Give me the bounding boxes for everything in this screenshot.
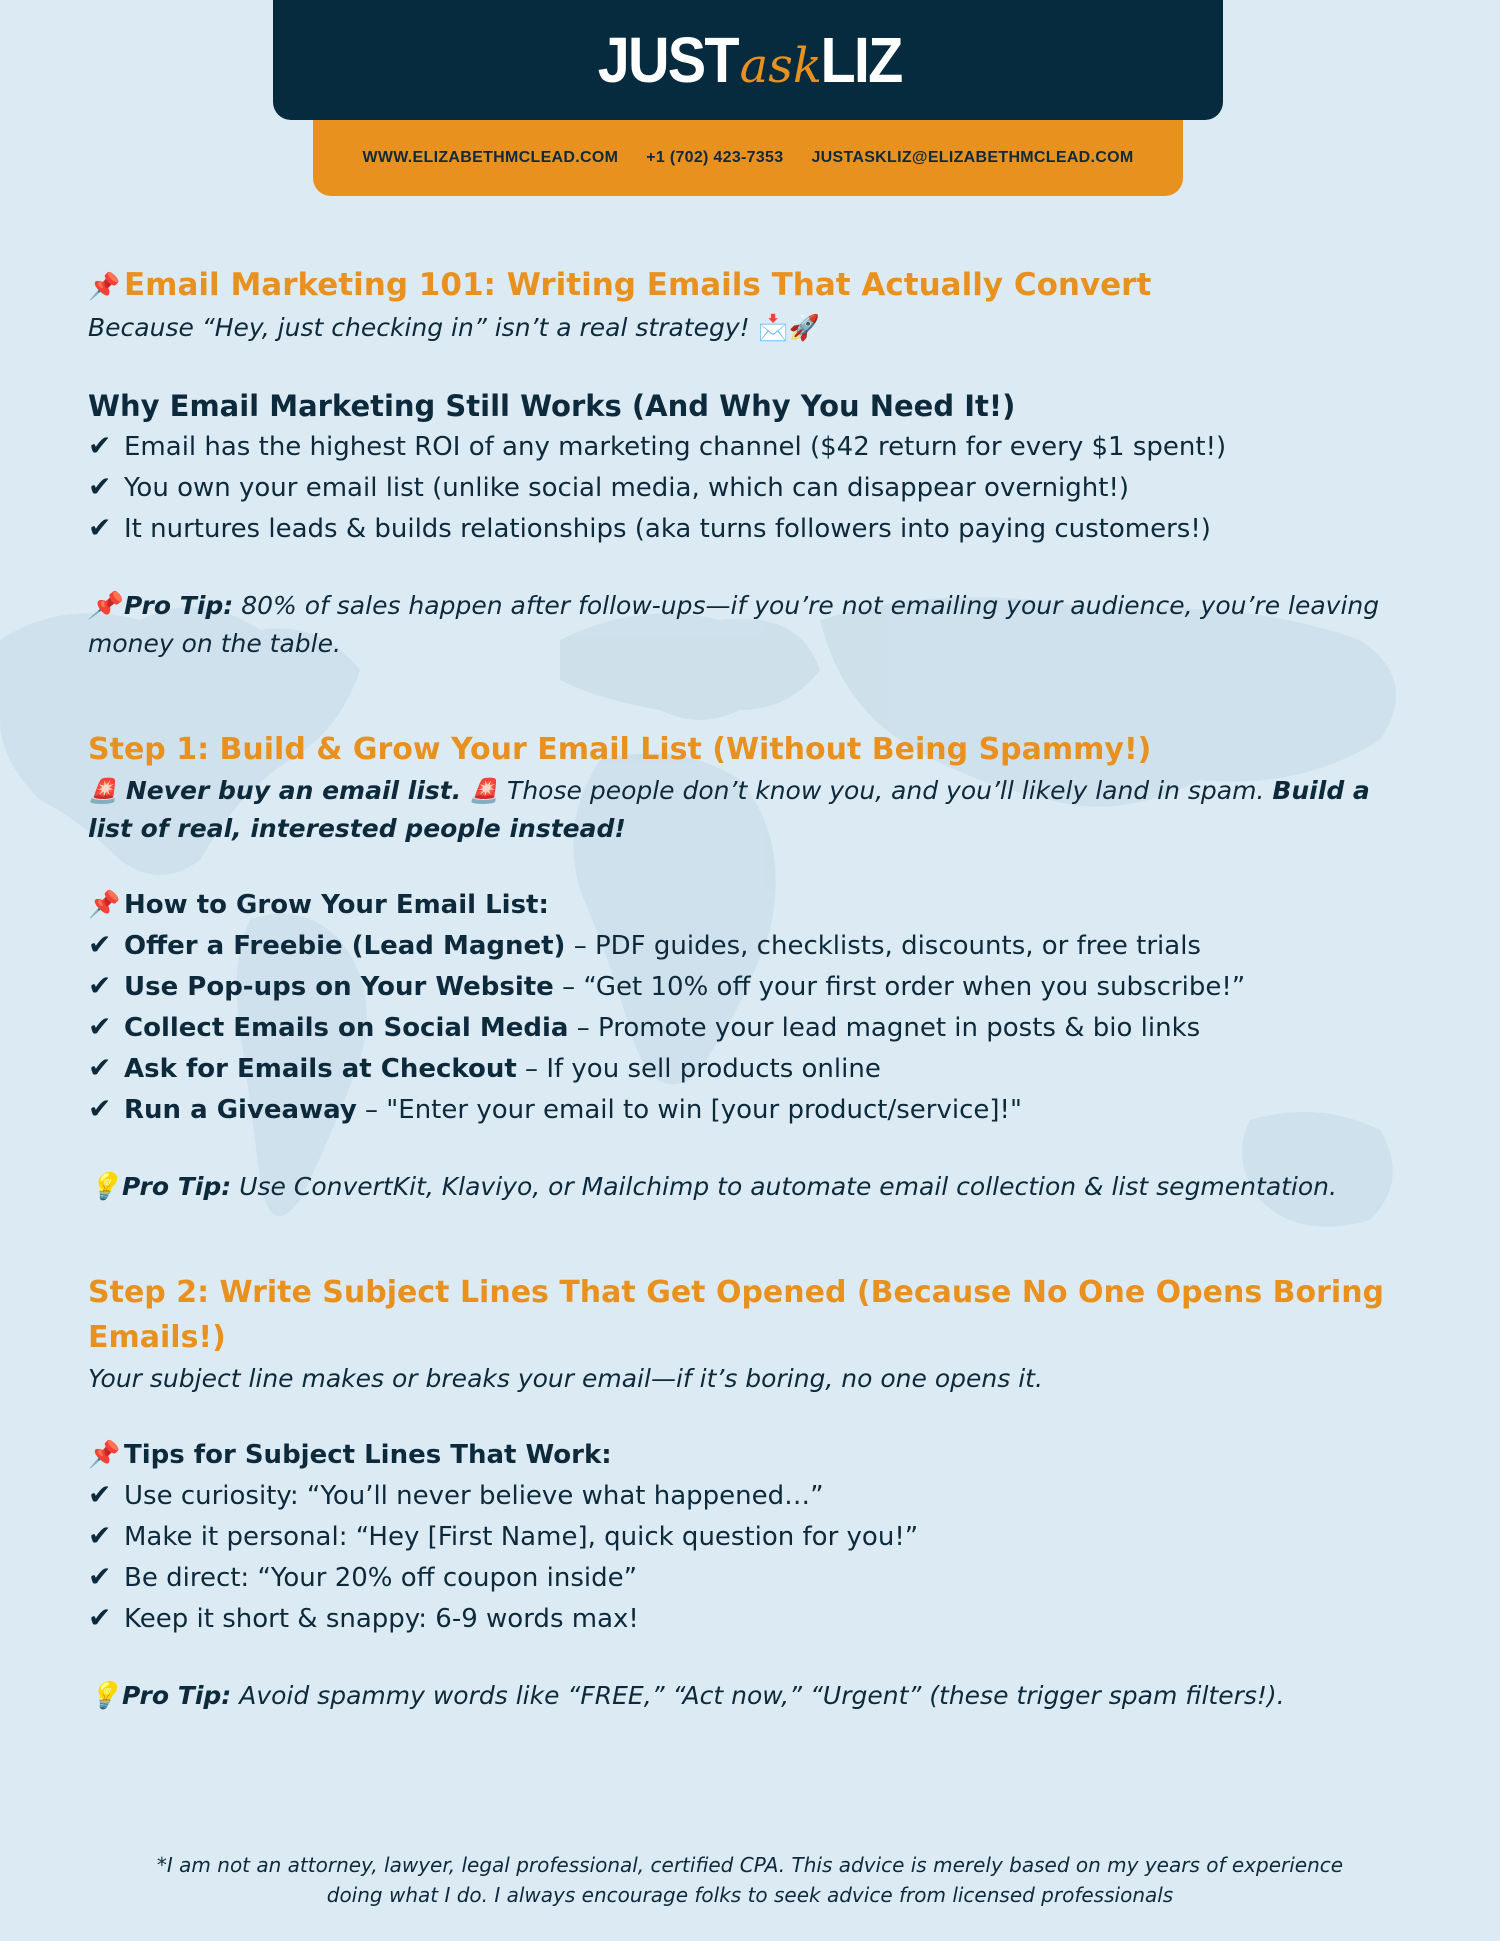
pro-tip: 💡Pro Tip: Avoid spammy words like “FREE,” “Act now,” “Urgent” (these trigger spam filters!).: [88, 1677, 1418, 1715]
logo-liz: LIZ: [820, 24, 902, 96]
just-ask-liz-logo: [590, 23, 906, 97]
list-item: ✔ You own your email list (unlike social media, which can disappear overnight!): [88, 467, 1418, 508]
list-item: ✔ Use Pop-ups on Your Website – “Get 10% off your first order when you subscribe!”: [88, 966, 1418, 1007]
siren-icon: 🚨: [88, 777, 118, 805]
website-link[interactable]: WWW.ELIZABETHMCLEAD.COM: [362, 149, 619, 166]
lightbulb-icon: 💡: [88, 1172, 121, 1202]
checkmark-icon: ✔: [88, 1051, 112, 1084]
step2-intro: Your subject line makes or breaks your email—if it’s boring, no one opens it.: [88, 1364, 1043, 1393]
step1-warning: 🚨 Never buy an email list. 🚨 Those people don’t know you, and you’ll likely land in spam. Build a list of real, interested people instead!: [88, 776, 1370, 843]
email-link[interactable]: JUSTASKLIZ@ELIZABETHMCLEAD.COM: [811, 149, 1134, 166]
phone-number[interactable]: +1 (702) 423-7353: [646, 149, 784, 166]
checkmark-icon: ✔: [88, 1010, 112, 1043]
envelope-icon: 📩: [757, 313, 789, 342]
checkmark-icon: ✔: [88, 511, 112, 544]
page-subtitle: Because “Hey, just checking in” isn’t a real strategy! 📩🚀: [88, 313, 820, 342]
contact-bar: [313, 120, 1183, 196]
list-item: ✔ Collect Emails on Social Media – Promote your lead magnet in posts & bio links: [88, 1007, 1418, 1048]
pushpin-icon: 📌: [88, 272, 121, 302]
page-title: 📌 Email Marketing 101: Writing Emails That Actually Convert: [88, 264, 1418, 308]
pushpin-icon: 📌: [88, 1440, 121, 1470]
logo-ask: ask: [739, 38, 822, 94]
checkmark-icon: ✔: [88, 928, 112, 961]
list-item: ✔ Be direct: “Your 20% off coupon inside”: [88, 1557, 1418, 1598]
list-item: ✔ Email has the highest ROI of any marketing channel ($42 return for every $1 spent!): [88, 426, 1418, 467]
checkmark-icon: ✔: [88, 969, 112, 1002]
list-item: ✔ Ask for Emails at Checkout – If you sell products online: [88, 1048, 1418, 1089]
pro-tip: 💡Pro Tip: Use ConvertKit, Klaviyo, or Mailchimp to automate email collection & list segmentation.: [88, 1168, 1418, 1206]
header-banner: [273, 0, 1223, 120]
list-item: ✔ Offer a Freebie (Lead Magnet) – PDF guides, checklists, discounts, or free trials: [88, 925, 1418, 966]
document-body: [88, 264, 1418, 1715]
step1-list-heading: 📌 How to Grow Your Email List:: [88, 886, 1418, 925]
disclaimer-line-1: *I am not an attorney, lawyer, legal professional, certified CPA. This advice is merely based on my years of experience: [156, 1853, 1344, 1877]
list-item: ✔ Keep it short & snappy: 6-9 words max!: [88, 1598, 1418, 1639]
step2-list-heading: 📌 Tips for Subject Lines That Work:: [88, 1436, 1418, 1475]
step2-heading: Step 2: Write Subject Lines That Get Opened (Because No One Opens Boring Emails!): [88, 1275, 1385, 1355]
logo-just: JUST: [597, 24, 738, 96]
rocket-icon: 🚀: [788, 313, 820, 342]
pro-tip: 📌 Pro Tip: 80% of sales happen after follow-ups—if you’re not emailing your audience, you’re leaving money on the table.: [88, 587, 1418, 663]
disclaimer-line-2: doing what I do. I always encourage folks to seek advice from licensed professionals: [326, 1883, 1174, 1907]
list-item: ✔ It nurtures leads & builds relationships (aka turns followers into paying customers!): [88, 508, 1418, 549]
checkmark-icon: ✔: [88, 429, 112, 462]
step1-heading: Step 1: Build & Grow Your Email List (Without Being Spammy!): [88, 732, 1152, 767]
lightbulb-icon: 💡: [88, 1681, 121, 1711]
list-item: ✔ Run a Giveaway – "Enter your email to win [your product/service]!": [88, 1089, 1418, 1130]
list-item: ✔ Make it personal: “Hey [First Name], quick question for you!”: [88, 1516, 1418, 1557]
pushpin-icon: 📌: [88, 591, 121, 621]
checkmark-icon: ✔: [88, 1601, 112, 1634]
disclaimer-footer: [150, 1850, 1350, 1910]
checkmark-icon: ✔: [88, 1092, 112, 1125]
list-item: ✔ Use curiosity: “You’ll never believe what happened…”: [88, 1475, 1418, 1516]
checkmark-icon: ✔: [88, 1519, 112, 1552]
checkmark-icon: ✔: [88, 1560, 112, 1593]
why-heading: Why Email Marketing Still Works (And Why You Need It!): [88, 389, 1016, 423]
checkmark-icon: ✔: [88, 1478, 112, 1511]
pushpin-icon: 📌: [88, 890, 121, 920]
checkmark-icon: ✔: [88, 470, 112, 503]
siren-icon: 🚨: [469, 777, 500, 805]
